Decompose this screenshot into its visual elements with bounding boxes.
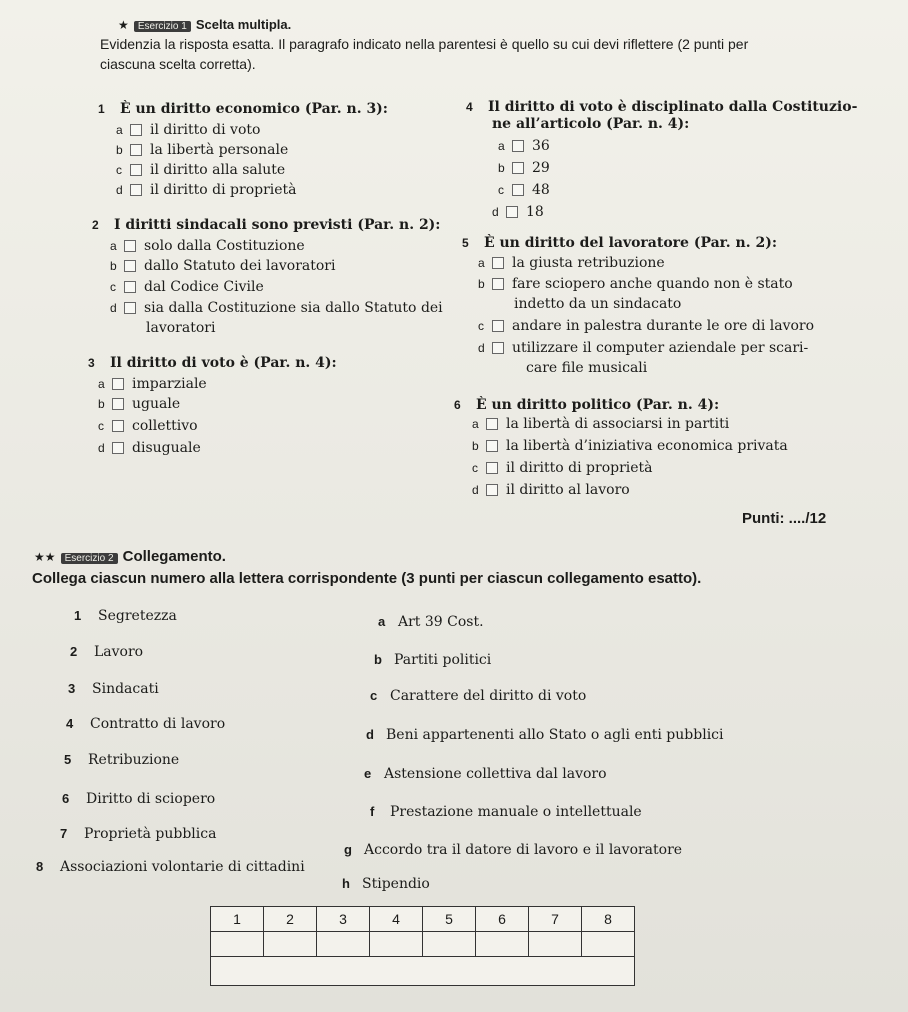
checkbox[interactable] [486,440,498,452]
grid-header-cell: 2 [264,907,317,932]
exercise-1-score: Punti: ..../12 [742,510,827,527]
match-right-a: a Art 39 Cost. [378,614,484,630]
question-2: 2 I diritti sindacali sono previsti (Par. n. 2): [92,217,441,233]
q6-option-b[interactable]: b la libertà d’iniziativa economica privata [472,438,788,454]
exercise-1-badge: Esercizio 1 [134,21,191,32]
q6-option-a[interactable]: a la libertà di associarsi in partiti [472,416,730,432]
checkbox[interactable] [112,398,124,410]
grid-answer-cell[interactable] [582,932,635,957]
exercise-1-title: Scelta multipla. [195,17,292,32]
exercise-2-badge: Esercizio 2 [61,553,118,564]
match-right-c: c Carattere del diritto di voto [370,688,587,704]
question-1: 1 È un diritto economico (Par. n. 3): [98,101,388,117]
match-right-g: g Accordo tra il datore di lavoro e il lavoratore [344,842,683,858]
q2-option-c[interactable]: c dal Codice Civile [110,279,264,295]
q4-option-a[interactable]: a 36 [498,138,550,154]
grid-answer-cell[interactable] [476,932,529,957]
match-left-5: 5 Retribuzione [64,752,180,768]
match-left-7: 7 Proprietà pubblica [60,826,217,842]
q5-option-d-cont: care file musicali [526,360,648,376]
q2-option-d-cont: lavoratori [146,320,216,336]
checkbox[interactable] [130,124,142,136]
answer-grid [210,906,635,986]
question-4-cont: ne all’articolo (Par. n. 4): [492,116,690,132]
checkbox[interactable] [512,140,524,152]
star-icon: ★ [118,18,129,32]
checkbox[interactable] [112,378,124,390]
checkbox[interactable] [486,462,498,474]
checkbox[interactable] [124,302,136,314]
checkbox[interactable] [130,184,142,196]
checkbox[interactable] [112,420,124,432]
match-left-3: 3 Sindacati [68,681,159,697]
checkbox[interactable] [124,240,136,252]
question-4: 4 Il diritto di voto è disciplinato dalla Costituzio- [466,99,858,115]
q5-option-a[interactable]: a la giusta retribuzione [478,255,665,271]
grid-header-cell: 6 [476,907,529,932]
q5-option-c[interactable]: c andare in palestra durante le ore di lavoro [478,318,815,334]
q3-option-a[interactable]: a imparziale [98,376,207,392]
match-right-d: d Beni appartenenti allo Stato o agli enti pubblici [366,727,724,743]
q6-option-d[interactable]: d il diritto al lavoro [472,482,630,498]
exercise-1-header [118,14,291,33]
exercise-2-title: Collegamento. [122,548,226,565]
checkbox[interactable] [130,144,142,156]
checkbox[interactable] [124,281,136,293]
question-3: 3 Il diritto di voto è (Par. n. 4): [88,355,337,371]
q3-option-c[interactable]: c collettivo [98,418,198,434]
grid-header-cell: 5 [423,907,476,932]
q1-option-b[interactable]: b la libertà personale [116,142,289,158]
grid-header-cell: 8 [582,907,635,932]
grid-header-cell: 7 [529,907,582,932]
q5-option-b[interactable]: b fare sciopero anche quando non è stato [478,276,793,292]
checkbox[interactable] [486,418,498,430]
grid-header-cell: 3 [317,907,370,932]
checkbox[interactable] [130,164,142,176]
q1-option-d[interactable]: d il diritto di proprietà [116,182,297,198]
grid-answer-cell[interactable] [211,932,264,957]
answer-grid-header-row [211,907,635,932]
q5-option-d[interactable]: d utilizzare il computer aziendale per scari- [478,340,809,356]
grid-answer-cell[interactable] [264,932,317,957]
answer-grid-blank-row [211,957,635,986]
q5-option-b-cont: indetto da un sindacato [514,296,682,312]
grid-answer-cell[interactable] [423,932,476,957]
grid-answer-cell[interactable] [370,932,423,957]
match-left-1: 1 Segretezza [74,608,177,624]
grid-answer-cell[interactable] [317,932,370,957]
match-right-e: e Astensione collettiva dal lavoro [364,766,607,782]
checkbox[interactable] [512,184,524,196]
star-icon: ★★ [34,550,56,564]
match-right-h: h Stipendio [342,876,430,892]
grid-header-cell: 4 [370,907,423,932]
q2-option-d[interactable]: d sia dalla Costituzione sia dallo Statuto dei [110,300,443,316]
match-left-8: 8 Associazioni volontarie di cittadini [36,859,305,875]
checkbox[interactable] [486,484,498,496]
match-left-2: 2 Lavoro [70,644,144,660]
q4-option-d[interactable]: d 18 [492,204,544,220]
grid-header-cell: 1 [211,907,264,932]
match-right-b: b Partiti politici [374,652,492,668]
q2-option-b[interactable]: b dallo Statuto dei lavoratori [110,258,336,274]
grid-answer-cell[interactable] [529,932,582,957]
checkbox[interactable] [512,162,524,174]
q4-option-b[interactable]: b 29 [498,160,550,176]
q3-option-b[interactable]: b uguale [98,396,181,412]
q6-option-c[interactable]: c il diritto di proprietà [472,460,653,476]
exercise-2-header [34,546,226,565]
q1-option-a[interactable]: a il diritto di voto [116,122,261,138]
q3-option-d[interactable]: d disuguale [98,440,201,456]
checkbox[interactable] [124,260,136,272]
exercise-1-instruction-cont: ciascuna scelta corretta). [100,56,256,72]
q1-option-c[interactable]: c il diritto alla salute [116,162,286,178]
match-left-4: 4 Contratto di lavoro [66,716,226,732]
match-right-f: f Prestazione manuale o intellettuale [370,804,642,820]
checkbox[interactable] [492,278,504,290]
checkbox[interactable] [492,257,504,269]
checkbox[interactable] [112,442,124,454]
exercise-1-instruction: Evidenzia la risposta esatta. Il paragrafo indicato nella parentesi è quello su cui devi riflettere (2 punti per [100,36,749,52]
checkbox[interactable] [506,206,518,218]
question-6: 6 È un diritto politico (Par. n. 4): [454,397,720,413]
match-left-6: 6 Diritto di sciopero [62,791,216,807]
question-5: 5 È un diritto del lavoratore (Par. n. 2): [462,235,777,251]
checkbox[interactable] [492,320,504,332]
q2-option-a[interactable]: a solo dalla Costituzione [110,238,305,254]
q4-option-c[interactable]: c 48 [498,182,550,198]
answer-grid-input-row [211,932,635,957]
exercise-2-instruction: Collega ciascun numero alla lettera corrispondente (3 punti per ciascun collegamento esatto). [32,570,702,587]
grid-blank-area [211,957,635,986]
checkbox[interactable] [492,342,504,354]
